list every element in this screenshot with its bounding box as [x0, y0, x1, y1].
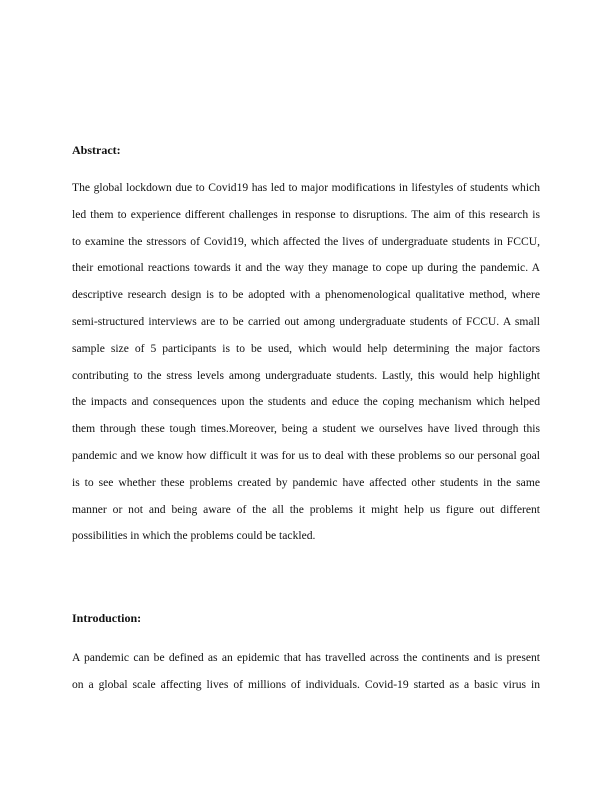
text-line: led them to experience different challenges in response to disruptions. The aim of this research is — [72, 207, 540, 221]
text-line: is to see whether these problems created by pandemic have affected other students in the same — [72, 475, 540, 489]
text-line: The global lockdown due to Covid19 has led to major modifications in lifestyles of students which — [72, 181, 540, 194]
abstract-paragraph — [72, 181, 540, 556]
text-line: them through these tough times.Moreover, being a student we ourselves have lived through this — [72, 422, 540, 436]
text-line: pandemic and we know how difficult it was for us to deal with these problems so our personal goal — [72, 448, 540, 462]
text-line: descriptive research design is to be adopted with a phenomenological qualitative method, where — [72, 288, 540, 302]
text-line: on a global scale affecting lives of millions of individuals. Covid-19 started as a basic virus in — [72, 677, 540, 691]
text-line: contributing to the stress levels among undergraduate students. Lastly, this would help highlight — [72, 368, 540, 382]
text-line: manner or not and being aware of the all the problems it might help us figure out different — [72, 502, 540, 516]
text-line: possibilities in which the problems could be tackled. — [72, 529, 316, 543]
introduction-heading: Introduction: — [72, 611, 142, 625]
text-line: A pandemic can be defined as an epidemic that has travelled across the continents and is present — [72, 651, 540, 664]
text-line: semi-structured interviews are to be carried out among undergraduate students of FCCU. A small — [72, 314, 540, 328]
abstract-heading: Abstract: — [72, 143, 121, 157]
text-line: sample size of 5 participants is to be used, which would help determining the major factors — [72, 341, 540, 355]
text-line: their emotional reactions towards it and the way they manage to cope up during the pandemic. A — [72, 261, 540, 275]
text-line: the impacts and consequences upon the students and educe the coping mechanism which helped — [72, 395, 540, 409]
text-line: to examine the stressors of Covid19, which affected the lives of undergraduate students in FCCU, — [72, 234, 540, 248]
introduction-paragraph — [72, 651, 540, 705]
